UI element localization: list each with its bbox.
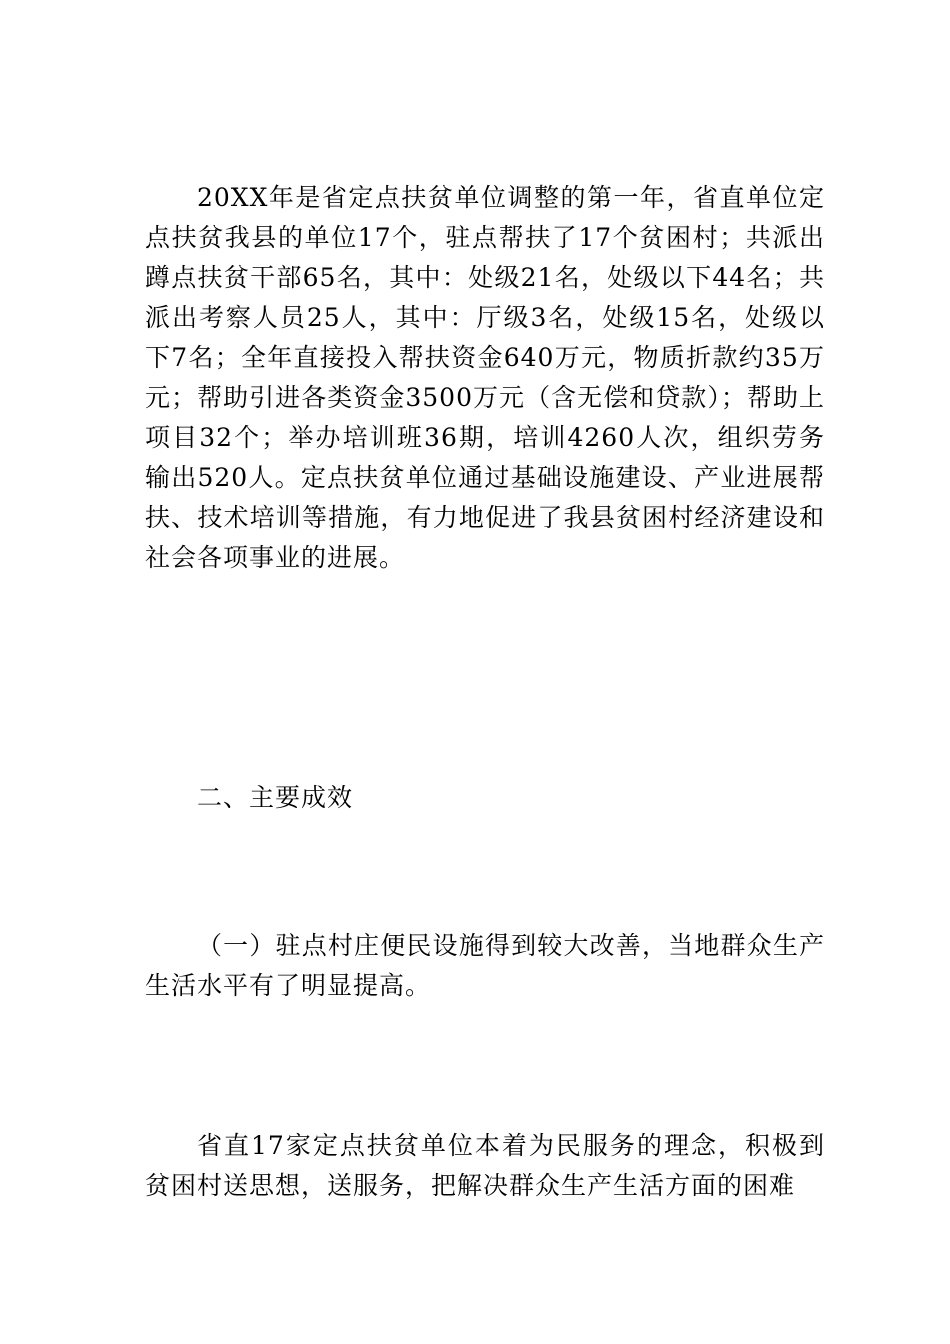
subsection-heading-facilities: （一）驻点村庄便民设施得到较大改善，当地群众生产生活水平有了明显提高。	[145, 931, 825, 1000]
section-heading-main-results: 二、主要成效	[197, 783, 354, 812]
body-paragraph-service: 省直17家定点扶贫单位本着为民服务的理念，积极到贫困村送思想，送服务，把解决群众生产生活方面的困难	[145, 1131, 825, 1200]
body-paragraph-overview: 20XX年是省定点扶贫单位调整的第一年，省直单位定点扶贫我县的单位17个，驻点帮扶了17个贫困村；共派出蹲点扶贫干部65名，其中：处级21名，处级以下44名；共派出考察人员25人，其中：厅级3名，处级15名，处级以下7名；全年直接投入帮扶资金640万元，物质折款约35万元；帮助引进各类资金3500万元（含无偿和贷款）；帮助上项目32个；举办培训班36期，培训4260人次，组织劳务输出520人。定点扶贫单位通过基础设施建设、产业进展帮扶、技术培训等措施，有力地促进了我县贫困村经济建设和社会各项事业的进展。	[145, 183, 825, 572]
